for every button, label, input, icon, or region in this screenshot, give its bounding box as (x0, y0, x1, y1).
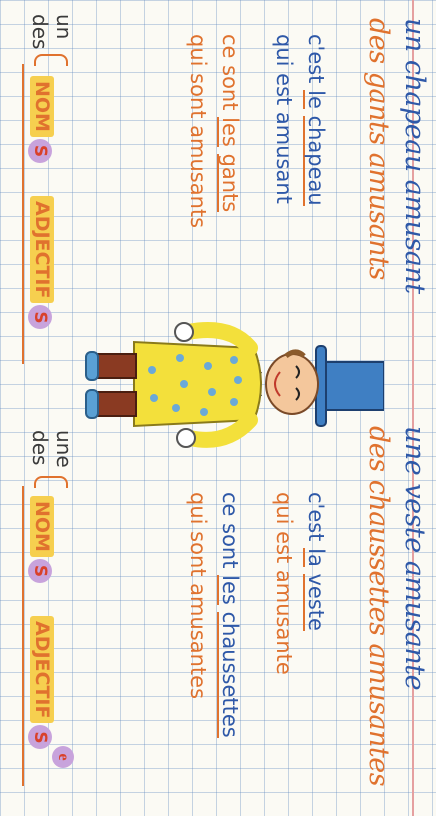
rule-underline-feminine (22, 486, 24, 786)
man-in-top-hat-icon (84, 300, 384, 470)
rule-noun-group-feminine (29, 496, 54, 585)
article-la: la (304, 548, 328, 567)
noun-chapeau: chapeau (304, 115, 328, 206)
feminine-e-mark: e (52, 746, 74, 768)
rule-adjective-group-masculine (29, 196, 54, 331)
plural-sentence-masculine (217, 34, 242, 212)
title-singular-masculine: un chapeau amusant (399, 18, 430, 294)
singular-relative-masculine: qui est amusant (272, 34, 296, 204)
rule-det-plural-feminine: des (28, 430, 52, 466)
title-singular-feminine: une veste amusante (399, 426, 430, 691)
singular-sentence-feminine (303, 492, 328, 631)
plural-relative-masculine: qui sont amusants (186, 34, 210, 229)
intro-ce-sont-feminine: ce sont (218, 492, 242, 569)
rule-adjective-feminine: ADJECTIF (30, 616, 54, 723)
rule-noun-masculine: NOM (30, 76, 54, 137)
noun-veste: veste (304, 573, 328, 631)
plural-s-mark-noun-feminine: S (29, 559, 53, 583)
rule-bracket-masculine (34, 54, 68, 66)
plural-s-mark-adjective: S (29, 305, 53, 329)
singular-sentence-masculine (303, 34, 328, 206)
plural-s-mark-adjective-feminine: S (29, 725, 53, 749)
plural-relative-feminine: qui sont amusantes (186, 492, 210, 700)
intro-cest: c'est (304, 34, 328, 84)
article-le: le (304, 90, 328, 109)
singular-relative-feminine: qui est amusante (272, 492, 296, 675)
noun-gants: gants (218, 153, 242, 213)
plural-s-mark-noun: S (29, 139, 53, 163)
noun-chaussettes: chaussettes (218, 611, 242, 738)
article-les: les (218, 117, 242, 147)
article-les-feminine: les (218, 575, 242, 605)
intro-cest-feminine: c'est (304, 492, 328, 542)
rule-noun-group-masculine (29, 76, 54, 165)
title-plural-masculine: des gants amusants (363, 18, 394, 280)
rule-det-singular-masculine: un (52, 14, 76, 40)
rule-det-singular-feminine: une (52, 430, 76, 468)
rule-underline-masculine (22, 64, 24, 364)
rule-bracket-feminine (34, 476, 68, 488)
rule-adjective-group-feminine (29, 616, 54, 751)
rule-adjective-masculine: ADJECTIF (30, 196, 54, 303)
rule-det-plural-masculine: des (28, 14, 52, 50)
plural-sentence-feminine (217, 492, 242, 738)
rule-noun-feminine: NOM (30, 496, 54, 557)
intro-ce-sont: ce sont (218, 34, 242, 111)
title-plural-feminine: des chaussettes amusantes (363, 426, 394, 787)
